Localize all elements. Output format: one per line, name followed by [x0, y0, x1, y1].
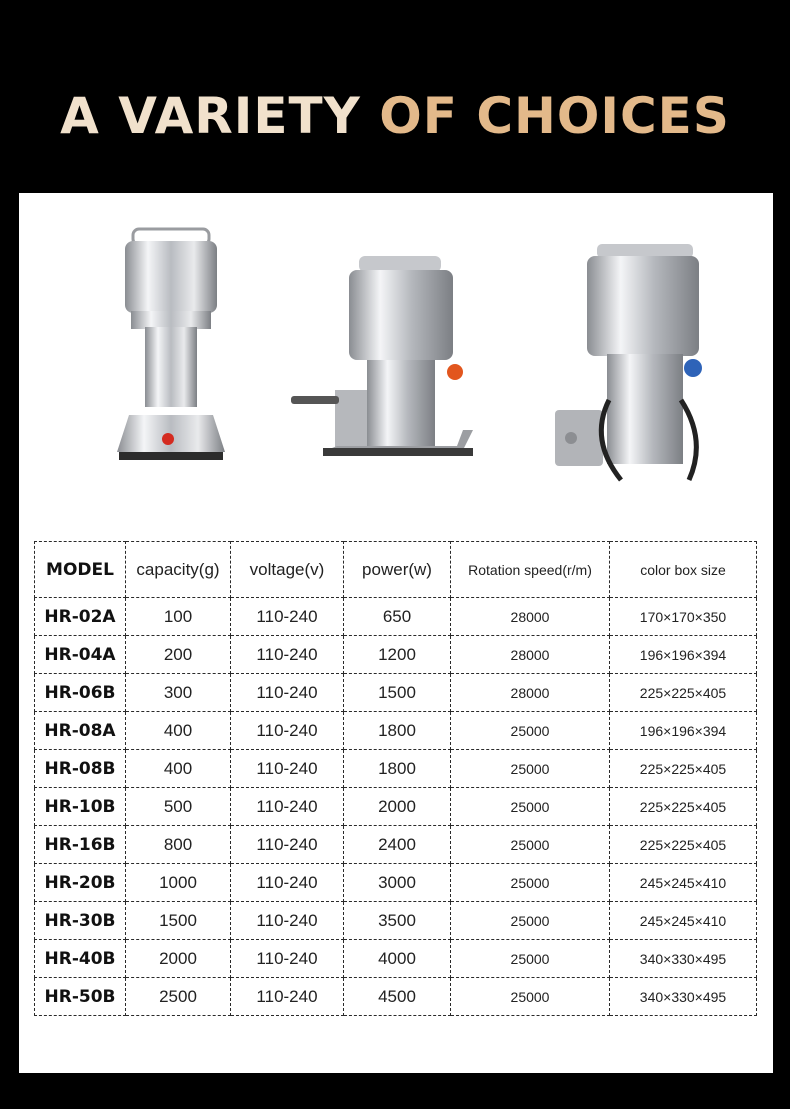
- cell-model: HR-06B: [35, 674, 126, 712]
- cell-voltage: 110-240: [231, 636, 344, 674]
- table-row: [35, 750, 757, 788]
- title-part-1: A VARIETY: [60, 87, 380, 145]
- cell-rotation-speed: 28000: [451, 598, 610, 636]
- cell-capacity: 300: [126, 674, 231, 712]
- cell-voltage: 110-240: [231, 750, 344, 788]
- cell-power: 1200: [344, 636, 451, 674]
- cell-voltage: 110-240: [231, 826, 344, 864]
- cell-box-size: 196×196×394: [610, 712, 757, 750]
- cell-capacity: 500: [126, 788, 231, 826]
- cell-box-size: 196×196×394: [610, 636, 757, 674]
- title-part-2: OF CHOICES: [379, 87, 730, 145]
- cell-rotation-speed: 25000: [451, 978, 610, 1016]
- cell-capacity: 100: [126, 598, 231, 636]
- table-row: [35, 598, 757, 636]
- header-voltage: voltage(v): [231, 542, 344, 598]
- cell-rotation-speed: 25000: [451, 902, 610, 940]
- grinder-large-icon: [549, 240, 709, 490]
- cell-power: 2400: [344, 826, 451, 864]
- cell-capacity: 400: [126, 712, 231, 750]
- header-box-size: color box size: [610, 542, 757, 598]
- header-rotation-speed: Rotation speed(r/m): [451, 542, 610, 598]
- cell-power: 1800: [344, 712, 451, 750]
- table-row: [35, 864, 757, 902]
- cell-model: HR-30B: [35, 902, 126, 940]
- table-row: [35, 978, 757, 1016]
- cell-box-size: 245×245×410: [610, 864, 757, 902]
- header-model: MODEL: [35, 542, 126, 598]
- cell-model: HR-02A: [35, 598, 126, 636]
- header-capacity: capacity(g): [126, 542, 231, 598]
- cell-box-size: 225×225×405: [610, 826, 757, 864]
- product-photos: [19, 215, 773, 495]
- cell-voltage: 110-240: [231, 864, 344, 902]
- cell-capacity: 2500: [126, 978, 231, 1016]
- product-panel: [19, 193, 773, 1073]
- table-row: [35, 902, 757, 940]
- table-row: [35, 826, 757, 864]
- cell-voltage: 110-240: [231, 712, 344, 750]
- grinder-small-icon: [111, 227, 231, 472]
- page-title: [0, 88, 790, 144]
- cell-voltage: 110-240: [231, 674, 344, 712]
- cell-power: 4000: [344, 940, 451, 978]
- table-row: [35, 940, 757, 978]
- cell-model: HR-40B: [35, 940, 126, 978]
- cell-rotation-speed: 28000: [451, 674, 610, 712]
- cell-model: HR-10B: [35, 788, 126, 826]
- cell-model: HR-20B: [35, 864, 126, 902]
- cell-model: HR-50B: [35, 978, 126, 1016]
- cell-box-size: 225×225×405: [610, 788, 757, 826]
- grinder-medium-icon: [287, 250, 477, 480]
- cell-power: 650: [344, 598, 451, 636]
- cell-voltage: 110-240: [231, 902, 344, 940]
- cell-power: 1800: [344, 750, 451, 788]
- cell-box-size: 225×225×405: [610, 750, 757, 788]
- cell-box-size: 340×330×495: [610, 940, 757, 978]
- cell-model: HR-16B: [35, 826, 126, 864]
- table-header-row: [35, 542, 757, 598]
- header-power: power(w): [344, 542, 451, 598]
- spec-table: [34, 541, 757, 1016]
- cell-box-size: 340×330×495: [610, 978, 757, 1016]
- cell-box-size: 225×225×405: [610, 674, 757, 712]
- cell-model: HR-08B: [35, 750, 126, 788]
- cell-capacity: 1500: [126, 902, 231, 940]
- cell-model: HR-08A: [35, 712, 126, 750]
- cell-power: 3000: [344, 864, 451, 902]
- cell-capacity: 1000: [126, 864, 231, 902]
- cell-capacity: 2000: [126, 940, 231, 978]
- cell-voltage: 110-240: [231, 940, 344, 978]
- cell-rotation-speed: 28000: [451, 636, 610, 674]
- cell-rotation-speed: 25000: [451, 712, 610, 750]
- cell-power: 3500: [344, 902, 451, 940]
- cell-voltage: 110-240: [231, 978, 344, 1016]
- table-row: [35, 712, 757, 750]
- cell-power: 2000: [344, 788, 451, 826]
- table-row: [35, 636, 757, 674]
- cell-rotation-speed: 25000: [451, 788, 610, 826]
- cell-voltage: 110-240: [231, 598, 344, 636]
- cell-power: 1500: [344, 674, 451, 712]
- cell-rotation-speed: 25000: [451, 940, 610, 978]
- cell-voltage: 110-240: [231, 788, 344, 826]
- cell-capacity: 200: [126, 636, 231, 674]
- cell-capacity: 400: [126, 750, 231, 788]
- cell-power: 4500: [344, 978, 451, 1016]
- cell-rotation-speed: 25000: [451, 826, 610, 864]
- cell-model: HR-04A: [35, 636, 126, 674]
- table-row: [35, 788, 757, 826]
- cell-rotation-speed: 25000: [451, 750, 610, 788]
- cell-rotation-speed: 25000: [451, 864, 610, 902]
- cell-box-size: 245×245×410: [610, 902, 757, 940]
- cell-box-size: 170×170×350: [610, 598, 757, 636]
- cell-capacity: 800: [126, 826, 231, 864]
- table-row: [35, 674, 757, 712]
